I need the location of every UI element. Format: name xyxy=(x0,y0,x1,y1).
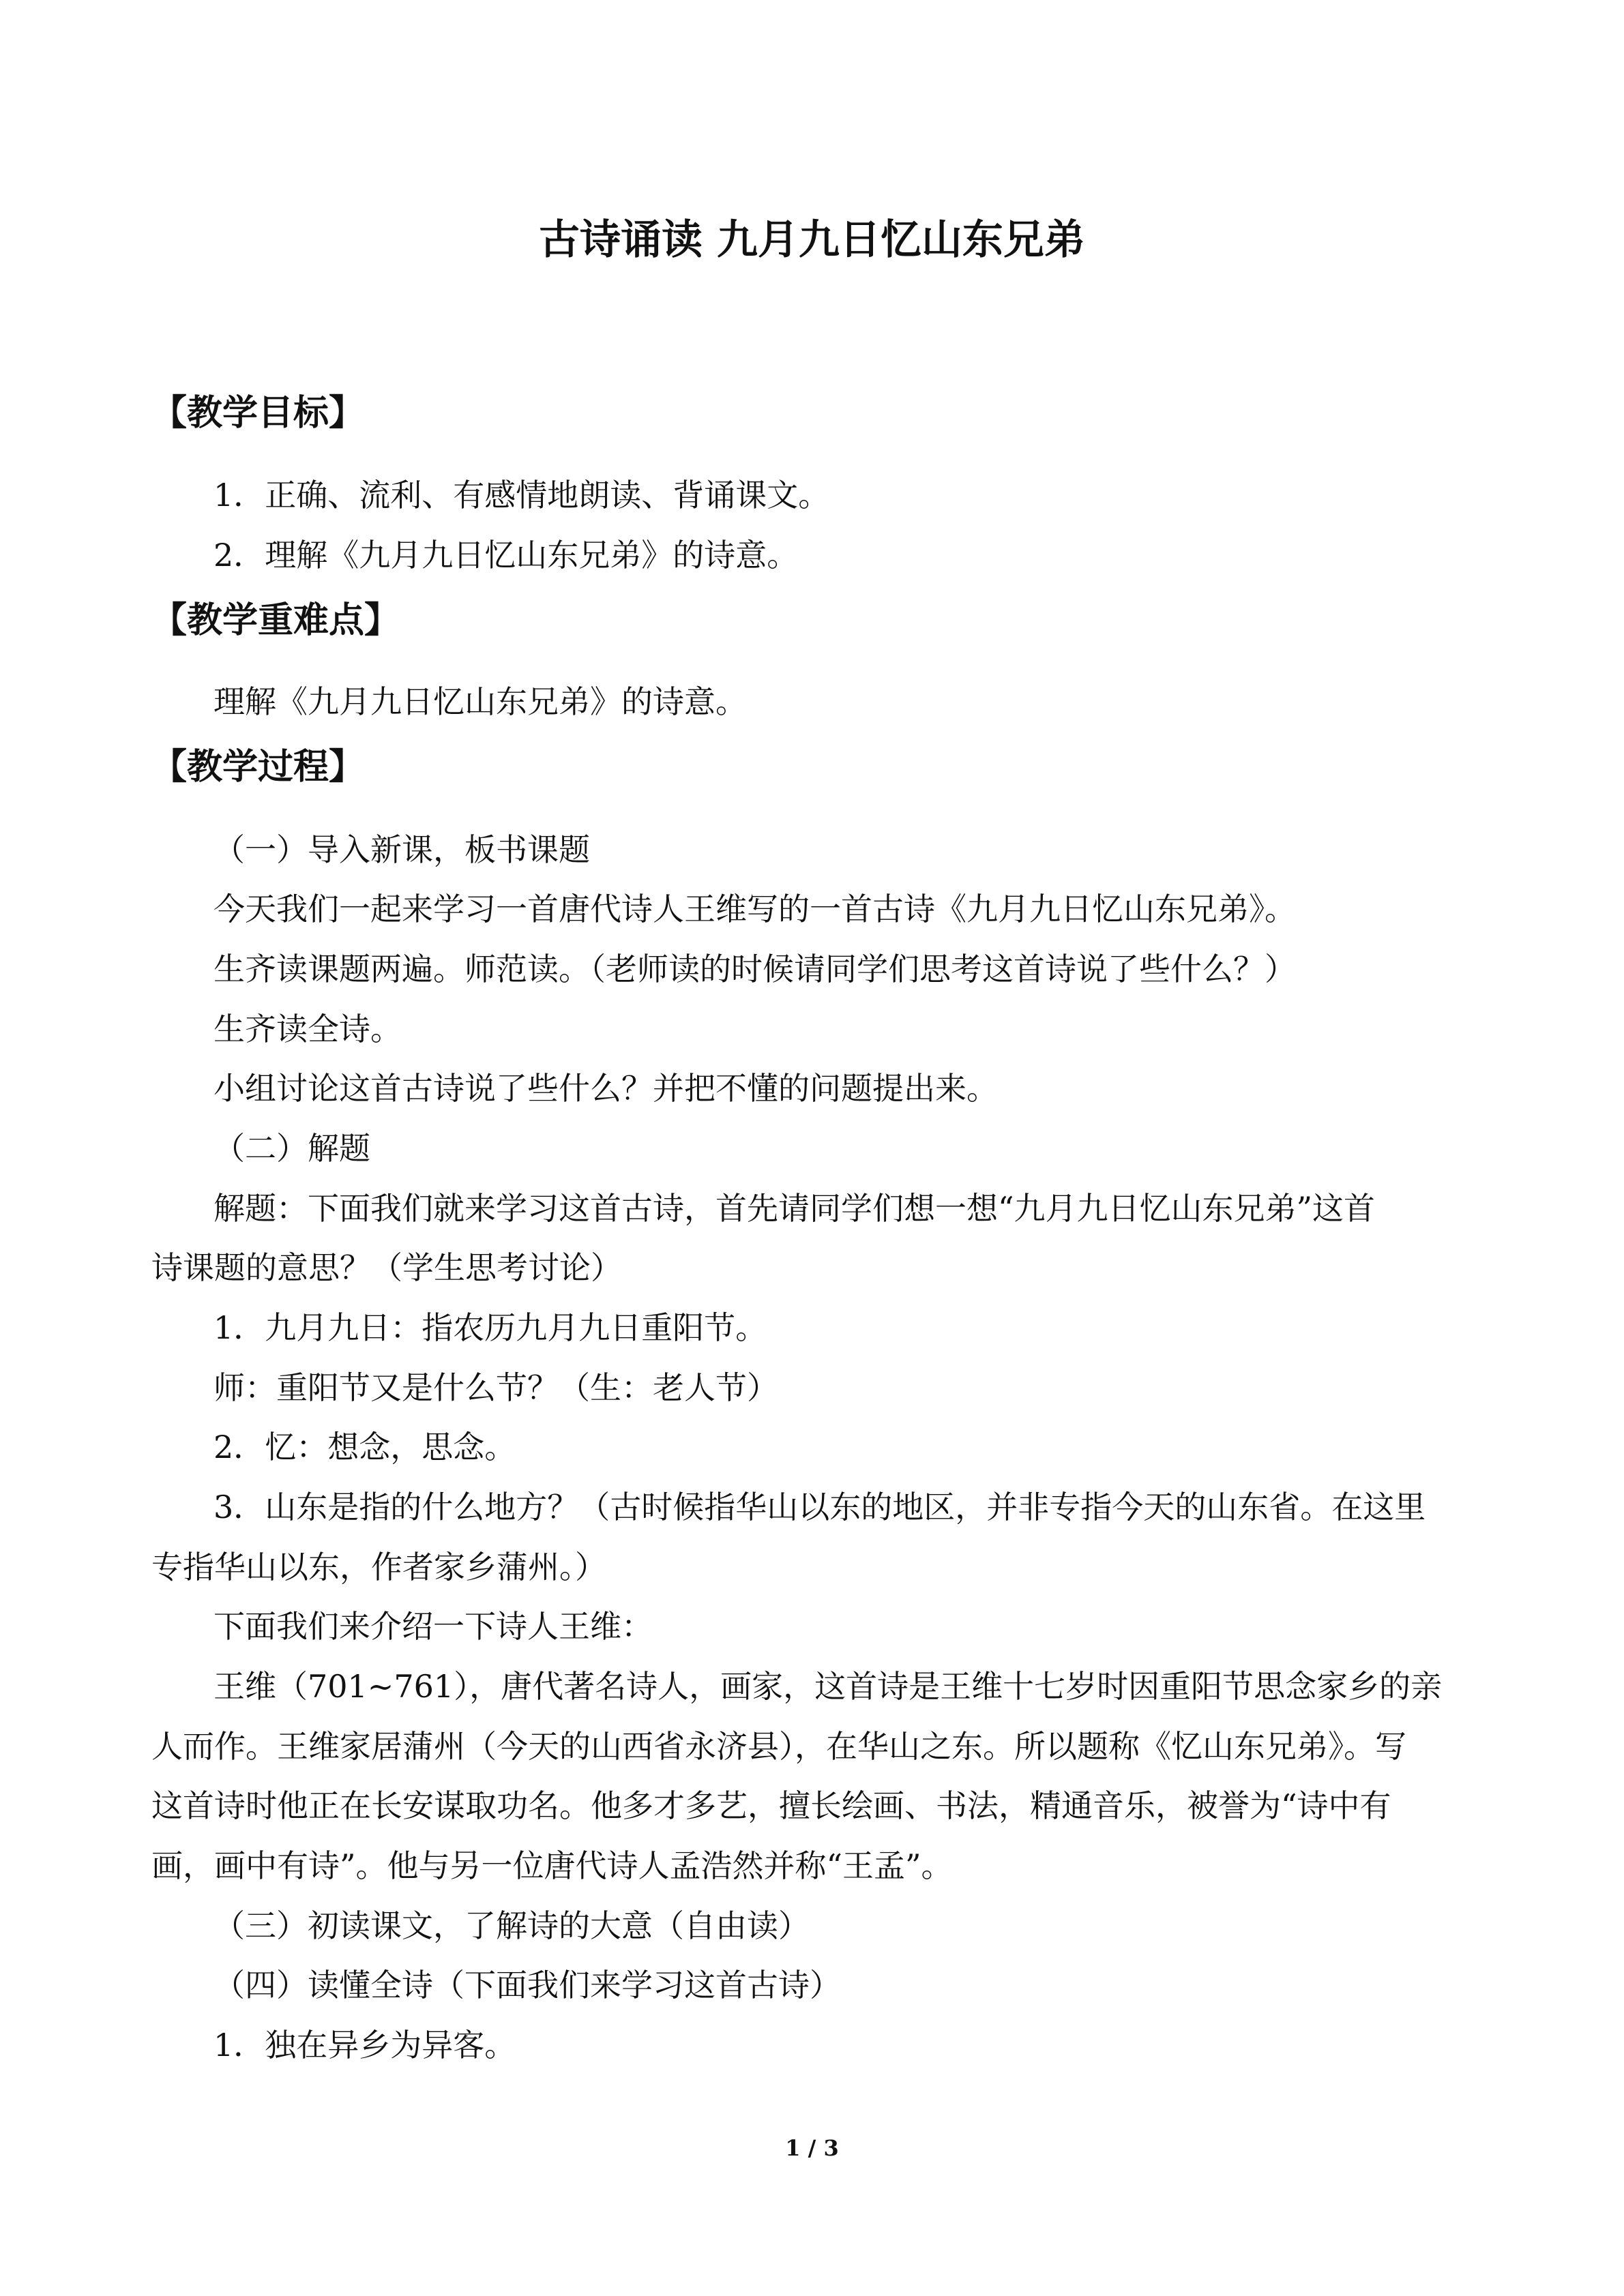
paragraph-line: 师：重阳节又是什么节？（生：老人节） xyxy=(213,1369,778,1406)
paragraph-line: 1．九月九日：指农历九月九日重阳节。 xyxy=(213,1309,767,1346)
subsection-heading: （二）解题 xyxy=(213,1130,370,1167)
paragraph-line: 生齐读全诗。 xyxy=(213,1011,402,1047)
paragraph-line: 2．忆：想念，思念。 xyxy=(213,1429,516,1465)
section-heading-process: 【教学过程】 xyxy=(151,746,365,788)
section-heading-objectives: 【教学目标】 xyxy=(151,392,365,434)
paragraph-line: 下面我们来介绍一下诗人王维： xyxy=(213,1608,653,1645)
paragraph-line: 今天我们一起来学习一首唐代诗人王维写的一首古诗《九月九日忆山东兄弟》。 xyxy=(213,891,1296,927)
subsection-heading: （一）导入新课，板书课题 xyxy=(213,831,590,868)
paragraph-line: 专指华山以东，作者家乡蒲州。） xyxy=(151,1549,606,1585)
paragraph-line: 1．独在异乡为异客。 xyxy=(213,2027,516,2063)
paragraph-line: 1．正确、流利、有感情地朗读、背诵课文。 xyxy=(213,477,830,513)
paragraph-line: 理解《九月九日忆山东兄弟》的诗意。 xyxy=(213,683,747,720)
subsection-heading: （四）读懂全诗（下面我们来学习这首古诗） xyxy=(213,1967,841,2003)
paragraph-line: 小组讨论这首古诗说了些什么？并把不懂的问题提出来。 xyxy=(213,1070,998,1107)
paragraph-line: 画，画中有诗”。他与另一位唐代诗人孟浩然并称“王孟”。 xyxy=(151,1847,953,1884)
paragraph-line: 2．理解《九月九日忆山东兄弟》的诗意。 xyxy=(213,537,799,573)
paragraph-line: 解题：下面我们就来学习这首古诗，首先请同学们想一想“九月九日忆山东兄弟”这首 xyxy=(213,1190,1376,1227)
subsection-heading: （三）初读课文，了解诗的大意（自由读） xyxy=(213,1907,810,1944)
paragraph-line: 人而作。王维家居蒲州（今天的山西省永济县），在华山之东。所以题称《忆山东兄弟》。写 xyxy=(151,1728,1406,1765)
section-heading-key-points: 【教学重难点】 xyxy=(151,599,400,641)
document-title: 古诗诵读 九月九日忆山东兄弟 xyxy=(539,216,1085,264)
page-number: 1 / 3 xyxy=(785,2135,839,2161)
paragraph-line: 3．山东是指的什么地方？（古时候指华山以东的地区，并非专指今天的山东省。在这里 xyxy=(213,1489,1426,1525)
paragraph-line: 生齐读课题两遍。师范读。（老师读的时候请同学们思考这首诗说了些什么？） xyxy=(213,951,1296,987)
paragraph-line: 王维（701~761），唐代著名诗人，画家，这首诗是王维十七岁时因重阳节思念家乡的亲 xyxy=(213,1668,1443,1705)
paragraph-line: 诗课题的意思？（学生思考讨论） xyxy=(151,1249,622,1286)
paragraph-line: 这首诗时他正在长安谋取功名。他多才多艺，擅长绘画、书法，精通音乐，被誉为“诗中有 xyxy=(151,1787,1391,1824)
